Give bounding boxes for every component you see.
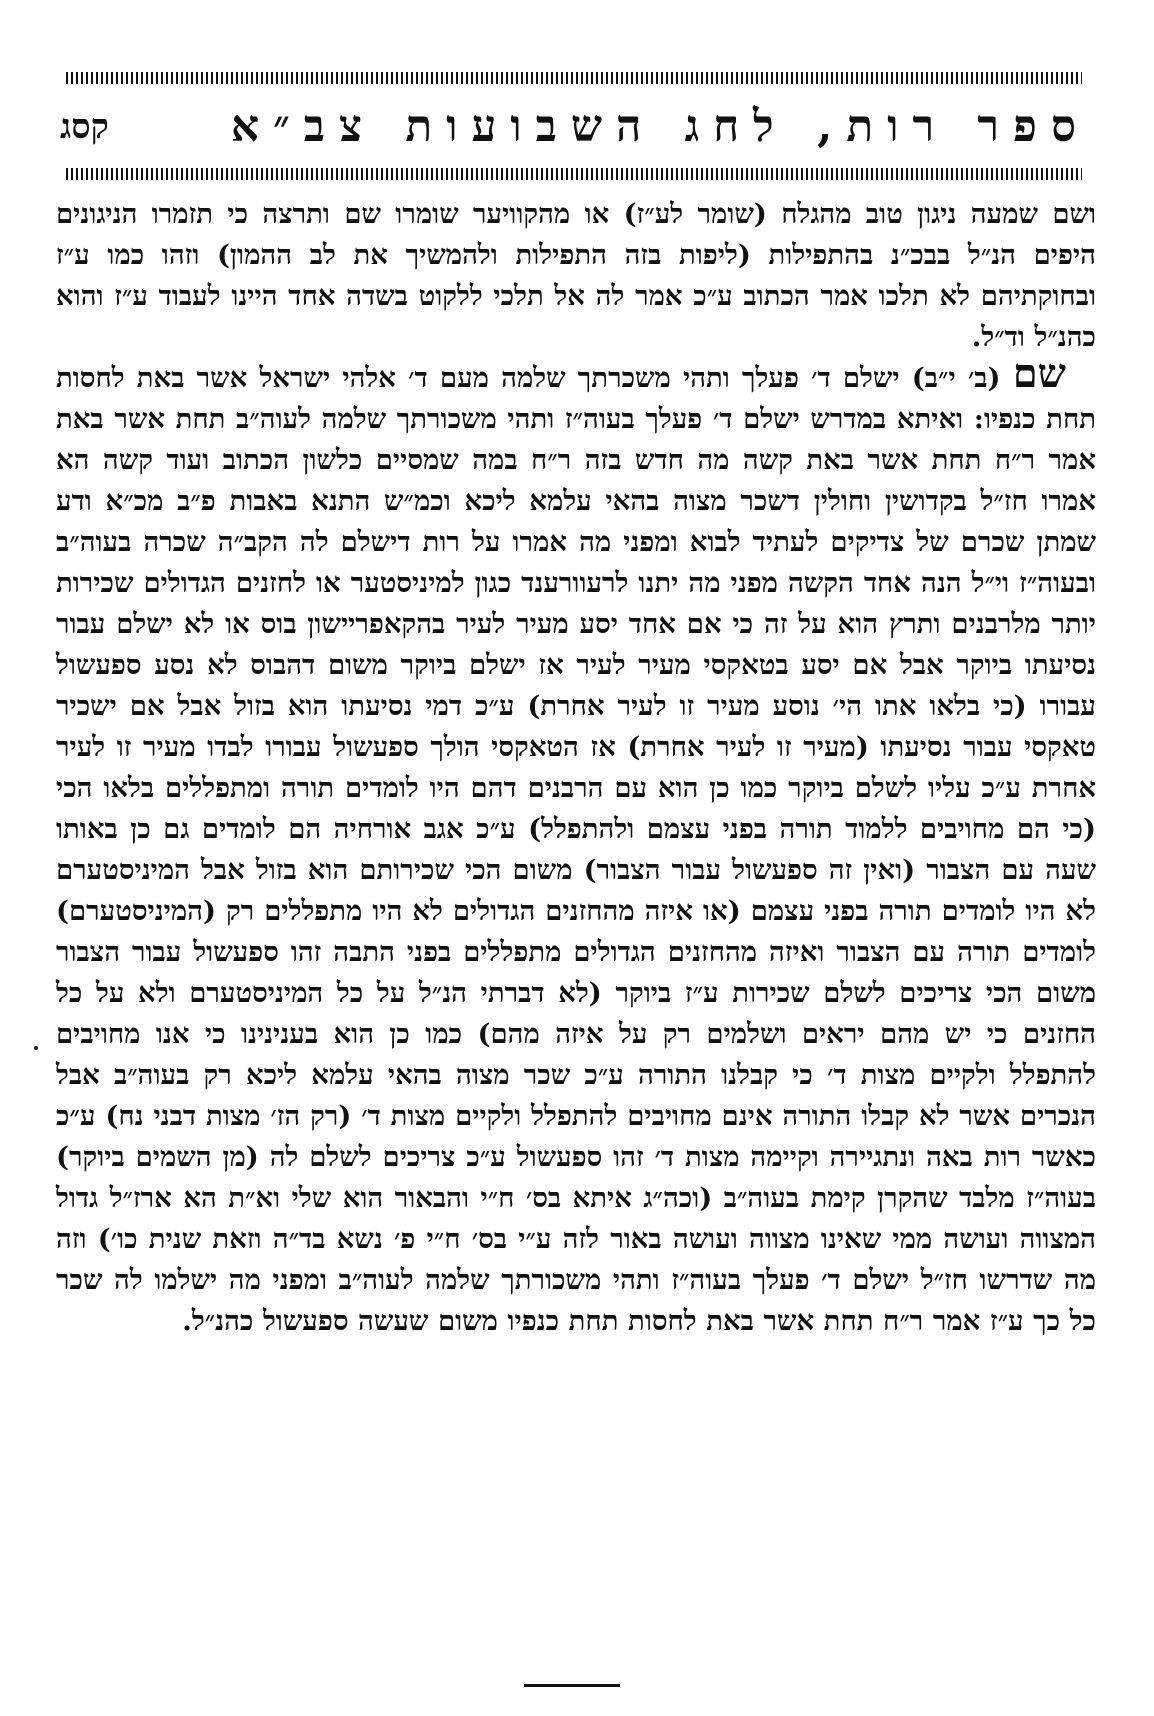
- running-title: ספר רות, לחג השבועות צב״א: [230, 101, 1090, 152]
- margin-speck: [34, 1046, 38, 1050]
- body-text: [56, 194, 1096, 1342]
- header-top-rule: [66, 72, 1082, 84]
- page-number: קסג: [60, 107, 109, 147]
- paragraph-1: ושם שמעה ניגון טוב מהגלח (שומר לע״ז) או מהקוויער שומרו שם ותרצה כי תזמרו הניגונים היפים הנ״ל בבכ״נ בהתפילות (ליפות בזה התפילות ולהמשיך את לב ההמון) וזהו כמו ע״ז ובחוקתיהם לא תלכו אמר הכתוב ע״כ אמר לה אל תלכי ללקוט בשדה אחד היינו לעבוד ע״ז והוא כהנ״ל וד״ל.: [56, 198, 1096, 353]
- paragraph-2: [56, 350, 1096, 1342]
- paragraph-2-text: (ב׳ י״ב) ישלם ד׳ פעלך ותהי משכרתך שלמה מעם ד׳ אלהי ישראל אשר באת לחסות תחת כנפיו: ואיתא במדרש ישלם ד׳ פעלך בעוה״ז ותהי משכורתך שלמה לעוה״ב תחת אשר באת אמר ר״ח תחת אשר באת קשה מה חדש בזה ר״ח במה שמסיים כלשון הכתוב ועוד קשה הא אמרו חז״ל בקדושין וחולין דשכר מצוה בהאי עלמא ליכא וכמ״ש התנא באבות פ״ב מכ״א ודע שמתן שכרם של צדיקים לעתיד לבוא ומפני מה אמרו על רות דישלם לה הקב״ה שכרה בעוה״ב ובעוה״ז וי״ל הנה אחד הקשה מפני מה יתנו לרעוורענד כגון למיניסטער או לחזנים הגדולים שכירות יותר מלרבנים ותרץ הוא על זה כי אם אחד יסע מעיר לעיר בהקאפריישון בוס או לא ישלם עבור נסיעתו ביוקר אבל אם יסע בטאקסי מעיר לעיר אז ישלם ביוקר משום דהבוס לא נסע ספעשול עבורו (כי בלאו אתו הי׳ נוסע מעיר זו לעיר אחרת) ע״כ דמי נסיעתו הוא בזול אבל אם ישכיר טאקסי עבור נסיעתו (מעיר זו לעיר אחרת) אז הטאקסי הולך ספעשול עבורו לבדו מעיר זו לעיר אחרת ע״כ עליו לשלם ביוקר כמו כן הוא עם הרבנים דהם היו לומדים תורה ומתפללים בלאו הכי (כי הם מחויבים ללמוד תורה בפני עצמם ולהתפלל) ע״כ אגב אורחיה הם לומדים גם כן באותו שעה עם הצבור (ואין זה ספעשול עבור הצבור) משום הכי שכירותם הוא בזול אבל המיניסטערם לא היו לומדים תורה בפני עצמם (או איזה מהחזנים הגדולים לא היו מתפללים רק (המיניסטערם) לומדים תורה עם הצבור ואיזה מהחזנים הגדולים מתפללים בפני התבה זהו ספעשול עבור הצבור משום הכי צריכים לשלם שכירות ע״ז ביוקר (לא דברתי הנ״ל על כל המיניסטערם ולא על כל החזנים כי יש מהם יראים ושלמים רק על איזה מהם) כמו כן הוא בענינינו כי אנו מחויבים להתפלל ולקיים מצות ד׳ כי קבלנו התורה ע״כ שכר מצוה בהאי עלמא ליכא רק בעוה״ב אבל הנכרים אשר לא קבלו התורה אינם מחויבים להתפלל ולקיים מצות ד׳ (רק הז׳ מצות דבני נח) ע״כ כאשר רות באה ונתגיירה וקיימה מצות ד׳ זהו ספעשול ע״כ צריכים לשלם לה (מן השמים ביוקר) בעוה״ז מלבד שהקרן קימת בעוה״ב (וכה״ג איתא בס׳ ח״י והבאור הוא שלי וא״ת הא ארז״ל גדול המצווה ועושה ממי שאינו מצווה ועושה באור לזה ע״י בס׳ ח״י פ׳ נשא בד״ה וזאת שנית כו׳) וזה מה שדרשו חז״ל ישלם ד׳ פעלך בעוה״ז ותהי משכורתך שלמה לעוה״ב ומפני מה ישלמו לה שכר כל כך ע״ז אמר ר״ח תחת אשר באת לחסות תחת כנפיו משום שעשה ספעשול כהנ״ל.: [56, 362, 1096, 1337]
- footer-rule: [524, 1684, 620, 1687]
- page-header: [60, 92, 1090, 162]
- paragraph-2-opening-word: שם: [1012, 350, 1066, 397]
- header-bottom-rule: [66, 168, 1082, 180]
